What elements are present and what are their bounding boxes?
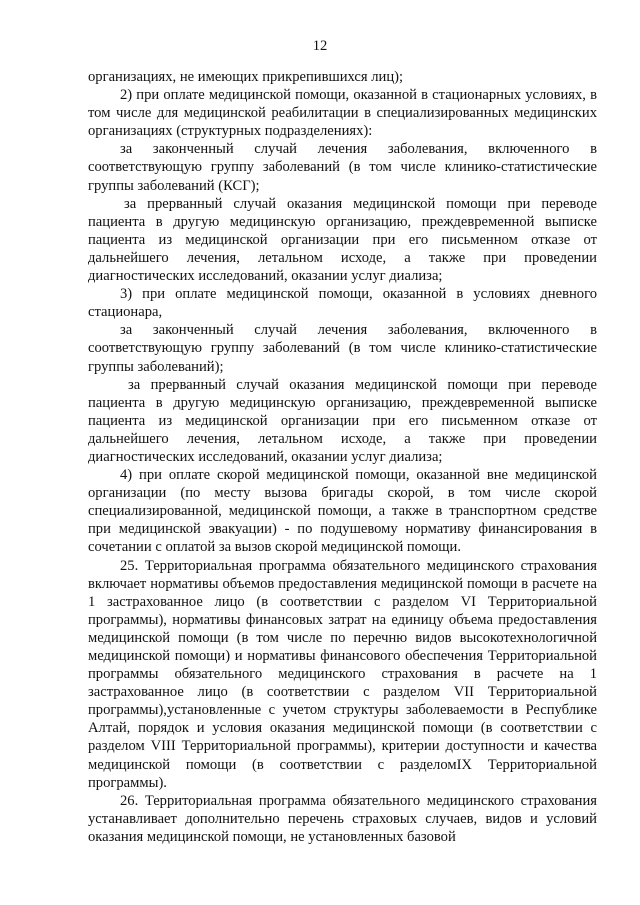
paragraph-item-4-emergency: 4) при оплате скорой медицинской помощи, оказанной вне медицинской организации (по месту вызова бригады скорой, в том числе скорой специализированной, медицинской помощи, а также в транспортном средстве при медицинской эвакуации) - по подушевому нормативу финансирования в сочетании с оплатой за вызов скорой медицинской помощи. <box>88 467 597 556</box>
paragraph-item-2-inpatient: 2) при оплате медицинской помощи, оказанной в стационарных условиях, в том числе для медицинской реабилитации в специализированных медицинских организациях (структурных подразделениях): <box>88 87 597 140</box>
paragraph-continuation: организациях, не имеющих прикрепившихся лиц); <box>88 69 404 85</box>
paragraph-section-25: 25. Территориальная программа обязательного медицинского страхования включает нормативы объемов предоставления медицинской помощи в расчете на 1 застрахованное лицо (в соответствии с разделом VI Территориальной программы), нормативы финансовых затрат на единицу объема предоставления медицинской помощи (в том числе по перечню видов высокотехнологичной медицинской помощи) и нормативы финансового обеспечения Территориальной программы обязательного медицинского страхования в расчете на 1 застрахованное лицо (в соответствии с разделом VII Территориальной программы),установленные с учетом структуры заболеваемости в Республике Алтай, порядок и условия оказания медицинской помощи (в соответствии с разделом VIII Территориальной программы), критерии доступности и качества медицинской помощи (в соответствии с разделомIX Территориальной программы). <box>88 557 597 791</box>
document-body <box>88 68 597 846</box>
paragraph-completed-case-day-hospital: за законченный случай лечения заболевания, включенного в соответствующую группу заболеваний (в том числе клинико-статистические группы заболеваний); <box>88 322 597 375</box>
paragraph-interrupted-case-day-hospital: за прерванный случай оказания медицинской помощи при переводе пациента в другую медицинскую организацию, преждевременной выписке пациента из медицинской организации при его письменном отказе от дальнейшего лечения, летальном исходе, а также при проведении диагностических исследований, оказании услуг диализа; <box>88 376 597 465</box>
paragraph-item-3-day-hospital: 3) при оплате медицинской помощи, оказанной в условиях дневного стационара, <box>88 286 597 321</box>
paragraph-completed-case-ksg: за законченный случай лечения заболевания, включенного в соответствующую группу заболеваний (в том числе клинико-статистические группы заболеваний (КСГ); <box>88 141 597 194</box>
page-number: 12 <box>312 38 328 54</box>
paragraph-section-26: 26. Территориальная программа обязательного медицинского страхования устанавливает дополнительно перечень страховых случаев, видов и условий оказания медицинской помощи, не установленных базовой <box>88 792 597 845</box>
paragraph-interrupted-case-inpatient: за прерванный случай оказания медицинской помощи при переводе пациента в другую медицинскую организацию, преждевременной выписке пациента из медицинской организации при его письменном отказе от дальнейшего лечения, летальном исходе, а также при проведении диагностических исследований, оказании услуг диализа; <box>88 195 597 285</box>
